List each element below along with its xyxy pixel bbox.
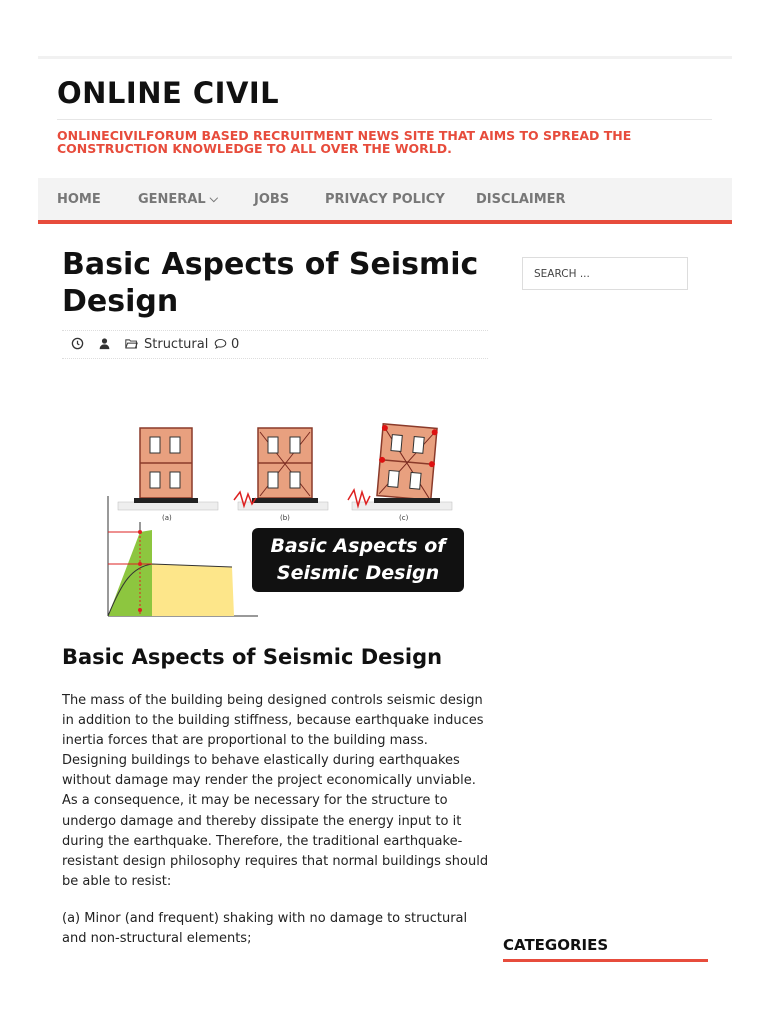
nav-item-jobs[interactable] xyxy=(254,192,289,207)
folder-icon xyxy=(125,337,138,354)
nav-item-general[interactable] xyxy=(138,192,218,207)
site-title[interactable]: ONLINE CIVIL xyxy=(57,76,280,110)
image-banner xyxy=(252,528,464,592)
banner-line-1: Basic Aspects of xyxy=(270,535,446,557)
post-meta xyxy=(62,330,488,359)
seismic-illustration xyxy=(62,392,488,628)
main-navigation xyxy=(38,178,732,224)
nav-label: DISCLAIMER xyxy=(476,192,566,207)
categories-title: CATEGORIES xyxy=(503,936,609,954)
site-tagline: ONLINECIVILFORUM BASED RECRUITMENT NEWS SITE THAT AIMS TO SPREAD THE CONSTRUCTION KNOWLEDGE TO ALL OVER THE WORLD. xyxy=(57,128,632,156)
section-heading: Basic Aspects of Seismic Design xyxy=(62,645,443,669)
banner-line-2: Seismic Design xyxy=(276,562,440,584)
category-link[interactable]: Structural xyxy=(144,337,209,352)
nav-item-disclaimer[interactable] xyxy=(476,192,566,207)
chevron-down-icon: ⌵ xyxy=(209,192,219,205)
figure-label-c: (c) xyxy=(399,514,409,522)
post-title: Basic Aspects of Seismic Design xyxy=(62,247,479,319)
figure-label-a: (a) xyxy=(162,514,172,522)
nav-label: PRIVACY POLICY xyxy=(325,192,445,207)
body-paragraph: The mass of the building being designed controls seismic design in addition to the building stiffness, because earthquake induces inertia forces that are proportional to the building mass. Designing buildings to behave elastically during earthquakes without damage may render the project economically unviable. As a consequence, it may be necessary for the structure to undergo damage and thereby dissipate the energy input to it during the earthquake. Therefore, the traditional earthquake-resistant design philosophy requires that normal buildings should be able to resist: xyxy=(62,693,489,889)
featured-image xyxy=(62,392,488,628)
search-input[interactable]: SEARCH ... xyxy=(522,257,688,290)
header-divider xyxy=(57,119,712,120)
nav-label: HOME xyxy=(57,192,101,207)
body-paragraph: (a) Minor (and frequent) shaking with no damage to structural and non-structural elements; xyxy=(62,911,468,947)
nav-label: GENERAL xyxy=(138,192,206,207)
comment-icon xyxy=(214,337,227,354)
figure-label-b: (b) xyxy=(280,514,290,522)
clock-icon xyxy=(71,337,84,354)
nav-item-privacy-policy[interactable] xyxy=(325,192,445,207)
nav-item-home[interactable] xyxy=(57,192,101,207)
comment-count[interactable]: 0 xyxy=(231,337,240,352)
top-border xyxy=(38,56,732,59)
nav-label: JOBS xyxy=(254,192,290,207)
categories-underline xyxy=(503,959,708,962)
user-icon xyxy=(98,337,111,354)
